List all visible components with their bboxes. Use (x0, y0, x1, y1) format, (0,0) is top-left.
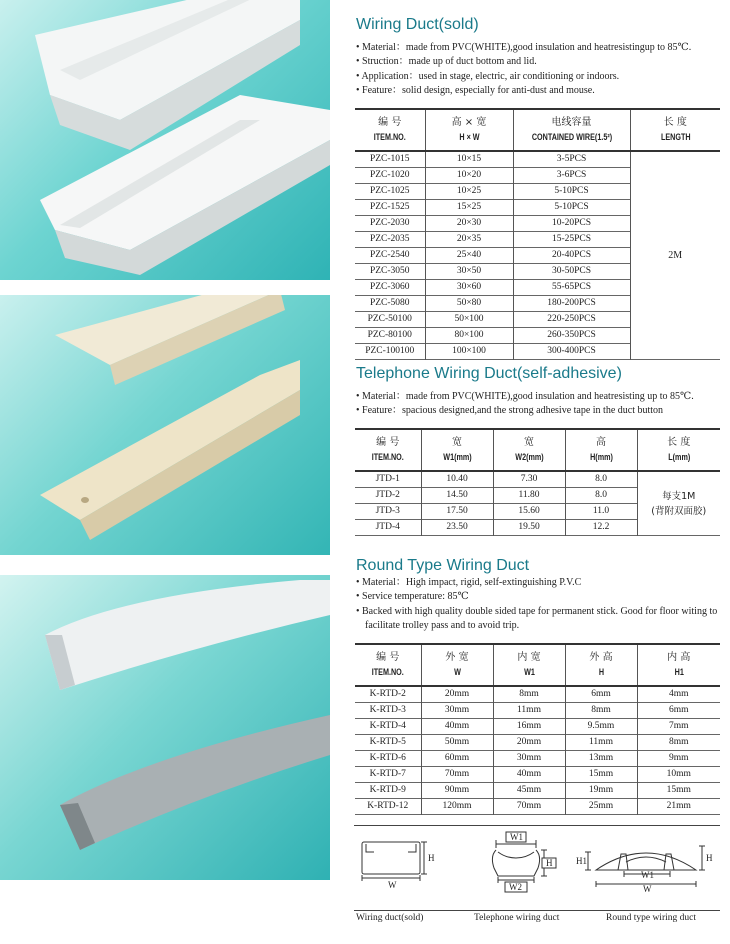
feature-item: • Backed with high quality double sided tape for permanent stick. Good for floor witing to facilitate trolley pass and to avoid trip. (356, 605, 728, 634)
diagram-top-rule (354, 825, 720, 826)
col-header: 高 H(mm) (565, 429, 637, 471)
caption-rule (354, 910, 720, 911)
width-label: W (643, 884, 652, 894)
telephone-duct-features (356, 390, 728, 419)
caption-round: Round type wiring duct (606, 913, 696, 923)
duct-cross-section-diagrams (356, 830, 720, 910)
col-header: 编 号 ITEM.NO. (371, 437, 404, 462)
table-row: K-RTD-3 30mm 11mm 8mm 6mm (355, 703, 720, 719)
round-duct-illustration (0, 575, 330, 880)
round-duct-table (355, 643, 720, 815)
wiring-duct-title: Wiring Duct(sold) (356, 16, 479, 33)
white-duct-illustration (0, 0, 330, 280)
width1-label: W1 (641, 870, 654, 880)
beige-duct-illustration (0, 295, 330, 555)
feature-item: • Struction：made up of duct bottom and lid. (356, 55, 728, 69)
height-label: H (546, 858, 553, 868)
col-header: 宽 W2(mm) (493, 429, 565, 471)
table-row: PZC-50100 50×100 220-250PCS (355, 312, 720, 328)
table-row: K-RTD-5 50mm 20mm 11mm 8mm (355, 735, 720, 751)
width-label: W (388, 880, 397, 890)
table-row: PZC-2540 25×40 20-40PCS (355, 248, 720, 264)
col-header: 内 宽 W1 (493, 644, 565, 686)
round-duct-photo (0, 575, 330, 880)
caption-wiring: Wiring duct(sold) (356, 913, 424, 923)
table-row: JTD-1 10.40 7.30 8.0 每支1M (背附双面胶) (355, 471, 720, 488)
table-row: K-RTD-12 120mm 70mm 25mm 21mm (355, 799, 720, 815)
feature-item: • Service temperature: 85℃ (356, 590, 728, 604)
telephone-duct-cross-section (492, 832, 556, 892)
feature-item: • Material：made from PVC(WHITE),good insulation and heatresistingup to 85℃. (356, 41, 728, 55)
table-row: PZC-3060 30×60 55-65PCS (355, 280, 720, 296)
col-header: 高 × 宽 H × W (425, 109, 513, 151)
feature-item: • Feature：spacious designed,and the strong adhesive tape in the duct button (356, 404, 728, 418)
table-row: PZC-80100 80×100 260-350PCS (355, 328, 720, 344)
wiring-duct-cross-section (362, 842, 435, 890)
round-duct-title: Round Type Wiring Duct (356, 557, 530, 574)
table-row: JTD-3 17.50 15.60 11.0 (355, 504, 720, 520)
height-label: H (706, 853, 713, 863)
table-row: JTD-4 23.50 19.50 12.2 (355, 520, 720, 536)
col-header: 长 度 L(mm) (637, 429, 720, 471)
col-header: 编 号 ITEM.NO. (371, 652, 404, 677)
col-header: 内 高 H1 (637, 644, 720, 686)
col-header: 长 度 LENGTH (630, 109, 720, 151)
length-value: 每支1M (背附双面胶) (637, 471, 720, 536)
table-row: K-RTD-7 70mm 40mm 15mm 10mm (355, 767, 720, 783)
feature-item: • Application：used in stage, electric, air conditioning or indoors. (356, 70, 728, 84)
caption-telephone: Telephone wiring duct (474, 913, 560, 923)
table-row: PZC-1015 10×15 3-5PCS 2M (355, 151, 720, 168)
col-header: 编 号 ITEM.NO. (373, 117, 406, 142)
table-row: PZC-1525 15×25 5-10PCS (355, 200, 720, 216)
round-duct-cross-section (576, 846, 713, 894)
table-row: K-RTD-4 40mm 16mm 9.5mm 7mm (355, 719, 720, 735)
telephone-duct-table (355, 428, 720, 536)
round-duct-features (356, 576, 728, 634)
table-row: K-RTD-2 20mm 8mm 6mm 4mm (355, 686, 720, 703)
telephone-duct-photo (0, 295, 330, 555)
table-row: K-RTD-9 90mm 45mm 19mm 15mm (355, 783, 720, 799)
feature-item: • Material：High impact, rigid, self-extinguishing P.V.C (356, 576, 728, 590)
table-row: PZC-1025 10×25 5-10PCS (355, 184, 720, 200)
table-row: PZC-1020 10×20 3-6PCS (355, 168, 720, 184)
height-label: H (428, 853, 435, 863)
feature-item: • Material：made from PVC(WHITE),good insulation and heatresisting up to 85℃. (356, 390, 728, 404)
wiring-duct-table (355, 108, 720, 360)
table-row: PZC-5080 50×80 180-200PCS (355, 296, 720, 312)
table-row: PZC-2030 20×30 10-20PCS (355, 216, 720, 232)
col-header: 宽 W1(mm) (421, 429, 493, 471)
height1-label: H1 (576, 856, 587, 866)
table-row: JTD-2 14.50 11.80 8.0 (355, 488, 720, 504)
col-header: 电线容量 CONTAINED WIRE(1.5²) (513, 109, 630, 151)
wiring-duct-features (356, 41, 728, 99)
table-row: PZC-2035 20×35 15-25PCS (355, 232, 720, 248)
table-row: PZC-3050 30×50 30-50PCS (355, 264, 720, 280)
length-value: 2M (630, 151, 720, 360)
width1-label: W1 (510, 832, 523, 842)
feature-item: • Feature：solid design, especially for anti-dust and mouse. (356, 84, 728, 98)
telephone-duct-title: Telephone Wiring Duct(self-adhesive) (356, 365, 622, 382)
wiring-duct-photo (0, 0, 330, 280)
table-row: PZC-100100 100×100 300-400PCS (355, 344, 720, 360)
width2-label: W2 (509, 882, 522, 892)
col-header: 外 宽 W (421, 644, 493, 686)
col-header: 外 高 H (565, 644, 637, 686)
table-row: K-RTD-6 60mm 30mm 13mm 9mm (355, 751, 720, 767)
